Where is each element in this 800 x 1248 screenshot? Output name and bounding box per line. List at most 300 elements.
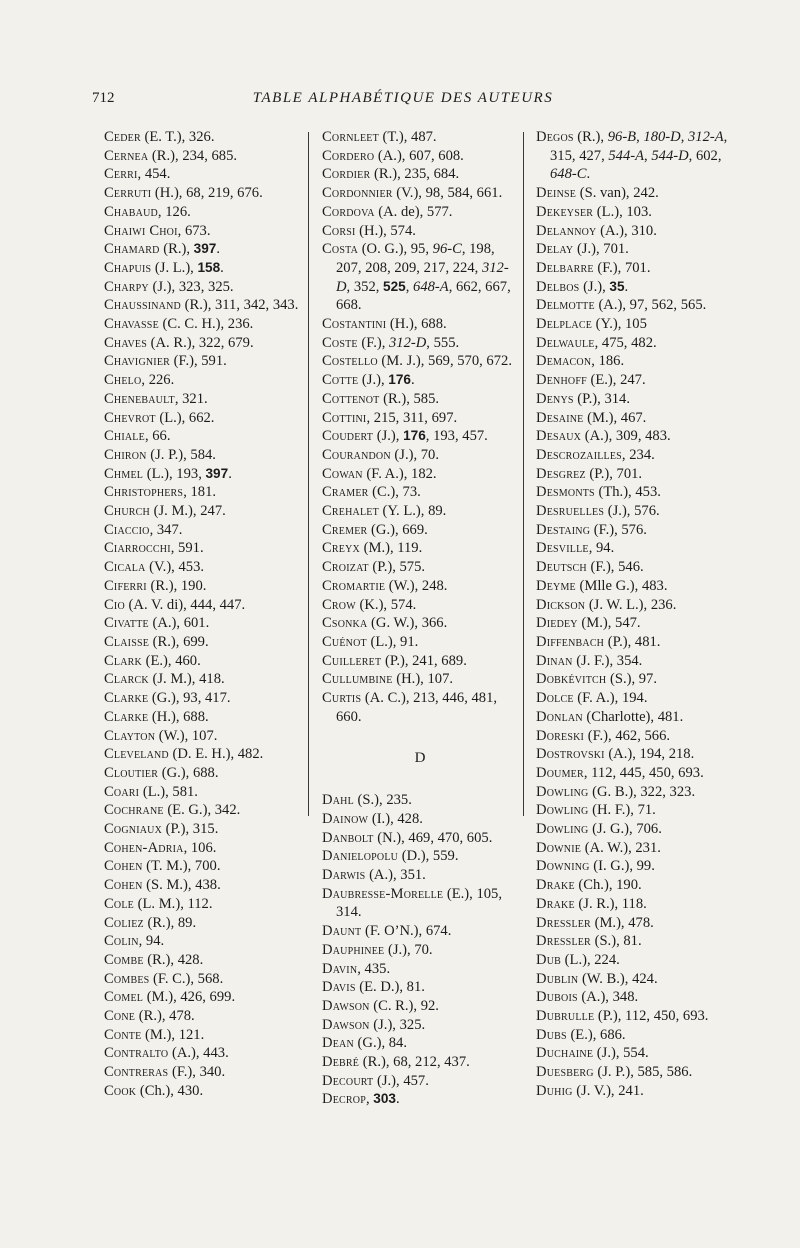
author-name: Clayton [104,727,156,744]
author-name: Cole [104,895,134,912]
entry-references: (Charlotte), 481. [582,708,684,725]
entry-references: (L.), 193, [143,465,206,482]
entry-references: (L.), 224. [561,951,620,968]
entry-references: (W. B.), 424. [578,970,658,987]
index-entry [536,427,741,446]
index-entry [104,633,300,652]
author-name: Crehalet [322,503,379,520]
entry-references: , 193, 457. [425,428,488,445]
author-name: Cremer [322,521,368,538]
bold-page-ref: 176 [403,428,426,444]
index-entry [104,708,300,727]
author-name: Cook [104,1082,137,1099]
author-name: Crow [322,596,356,613]
entry-references: (J. W. L.), 236. [585,596,677,613]
author-name: Csonka [322,615,368,632]
index-entry [104,652,300,671]
entry-references: (A.), 310. [596,222,657,239]
index-entry [322,614,518,633]
author-name: Chaussinand [104,297,181,314]
index-entry [536,1026,741,1045]
author-name: Dubs [536,1026,567,1043]
author-name: Downie [536,839,582,856]
entry-references: (W.), 248. [385,577,448,594]
entry-references: (J.), 576. [604,503,660,520]
author-name: Cotte [322,372,359,389]
entry-references: (G.), 93, 417. [148,690,231,707]
entry-references: , 112, 445, 450, 693. [583,764,704,781]
entry-references: , 591. [170,540,204,557]
entry-references: , 673. [177,222,211,239]
index-entry [536,764,741,783]
index-entry [104,222,300,241]
entry-references: (P.), 575. [368,559,426,576]
author-name: Doumer [536,764,584,781]
index-entry [322,390,518,409]
entry-references: , [365,1091,374,1108]
entry-references: (J.), [373,428,404,445]
entry-references: , 94. [138,933,165,950]
entry-references: (M.), 478. [590,914,654,931]
entry-references: (J. M.), 418. [148,671,225,688]
author-name: Cordero [322,147,375,164]
index-entry [322,670,518,689]
index-entry [536,895,741,914]
author-name: Dainow [322,810,369,827]
entry-references: (R.), 428. [143,951,204,968]
index-entry [104,764,300,783]
index-entry [536,839,741,858]
italic-page-ref: 312-A [687,129,724,145]
author-name: Davin [322,960,358,977]
entry-references: (S.), 81. [590,933,642,950]
author-name: Dub [536,951,562,968]
entry-references: , 106. [183,839,217,856]
index-entry [322,960,518,979]
index-entry [536,259,741,278]
index-column-3 [536,128,741,1101]
entry-references: , 321. [174,390,208,407]
index-entry [104,614,300,633]
entry-references: , 226. [141,372,175,389]
author-name: Demacon [536,353,592,370]
index-column-1 [104,128,300,1101]
index-entry [536,222,741,241]
entry-references: (F.), 701. [593,259,651,276]
index-entry [322,315,518,334]
author-name: Costello [322,353,378,370]
author-name: Desville [536,540,589,557]
column-divider [523,132,524,816]
italic-page-ref: 544-A [608,147,645,164]
bold-page-ref: 303 [373,1091,396,1107]
author-name: Desaux [536,428,582,445]
entry-references: (F.), 546. [586,559,644,576]
author-name: Desaine [536,409,584,426]
index-entry [322,483,518,502]
index-entry [536,1044,741,1063]
entry-references: (R.), 699. [149,633,209,650]
entry-references: (F. O’N.), 674. [361,923,452,940]
italic-page-ref: 312-D [336,259,509,295]
index-entry [322,1053,518,1072]
entry-references: (J. L.), [151,259,198,276]
index-entry [536,128,741,184]
author-name: Dubois [536,989,578,1006]
entry-references: (V.), 98, 584, 661. [392,185,503,202]
author-name: Cio [104,596,125,613]
entry-references: (J.), 701. [573,241,629,258]
author-name: Drake [536,895,575,912]
author-name: Cuénot [322,633,367,650]
index-entry [104,951,300,970]
entry-references: (I. G.), 99. [589,858,655,875]
entry-references: (J.), 70. [384,941,433,958]
entry-references: (H.), 688. [386,316,447,333]
entry-references: (V.), 453. [145,559,205,576]
entry-references: (M. J.), 569, 570, 672. [377,353,512,370]
italic-page-ref: 180-D [643,129,681,145]
index-entry [536,932,741,951]
index-entry [536,1007,741,1026]
entry-references: . [220,259,224,276]
index-entry [536,876,741,895]
index-entry [104,427,300,446]
index-entry [536,409,741,428]
index-entry [104,502,300,521]
author-name: Danbolt [322,829,374,846]
index-entry [104,988,300,1007]
running-title: TABLE ALPHABÉTIQUE DES AUTEURS [252,90,554,106]
entry-references: , 435. [357,960,391,977]
author-name: Debré [322,1054,360,1071]
index-entry [104,278,300,297]
index-entry [104,240,300,259]
author-name: Dowling [536,783,589,800]
index-entry [322,184,518,203]
entry-references: (O. G.), 95, [358,241,433,258]
author-name: Desmonts [536,484,595,501]
index-entry [104,820,300,839]
entry-references: (P.), 314. [573,390,631,407]
entry-references: (E.), 247. [586,372,646,389]
index-entry [322,1090,518,1109]
index-entry [104,801,300,820]
index-entry [322,997,518,1016]
author-name: Cicala [104,559,146,576]
index-entry [104,1082,300,1101]
index-entry [322,240,518,315]
author-name: Contreras [104,1064,169,1081]
index-entry [322,147,518,166]
entry-references: (A.), 309, 483. [581,428,671,445]
author-name: Cottini [322,409,367,426]
author-name: Comel [104,989,144,1006]
entry-references: (J.), 457. [373,1072,429,1089]
entry-references: (P.), 701. [585,465,643,482]
entry-references: (Mlle G.), 483. [575,577,668,594]
index-entry [322,633,518,652]
author-name: Claisse [104,633,150,650]
author-name: Cuilleret [322,652,382,669]
entry-references: (G.), 669. [367,521,428,538]
author-name: Danielopolu [322,848,399,865]
index-entry [322,941,518,960]
author-name: Dowling [536,821,589,838]
author-name: Dean [322,1035,354,1052]
column-divider [308,132,309,816]
entry-references: (Y.), 105 [592,316,647,333]
index-entry [104,334,300,353]
entry-references: (C. R.), 92. [369,997,439,1014]
index-entry [104,558,300,577]
index-entry [322,1034,518,1053]
entry-references: (R.), 478. [135,1008,195,1025]
author-name: Croizat [322,559,369,576]
index-entry [322,978,518,997]
author-name: Delannoy [536,222,597,239]
entry-references: (H.), 688. [148,708,209,725]
entry-references: (D. E. H.), 482. [168,746,264,763]
index-entry [104,203,300,222]
author-name: Deutsch [536,559,587,576]
author-name: Cordier [322,166,371,183]
entry-references: . [228,465,232,482]
index-entry [536,783,741,802]
author-name: Coari [104,783,140,800]
bold-page-ref: 525 [383,278,406,294]
entry-references: (A. R.), 322, 679. [146,334,254,351]
entry-references: (J. F.), 354. [572,652,643,669]
author-name: Cone [104,1008,136,1025]
index-entry [536,352,741,371]
entry-references: (A.), 601. [148,615,210,632]
entry-references: (R.), 68, 212, 437. [359,1054,470,1071]
entry-references: (A.), 443. [168,1045,229,1062]
bold-page-ref: 158 [197,259,221,275]
author-name: Coste [322,334,358,351]
index-entry [536,652,741,671]
index-entry [536,708,741,727]
author-name: Ciaccio [104,521,150,538]
index-entry [104,1063,300,1082]
index-entry [322,539,518,558]
entry-references: (A.), 351. [365,867,426,884]
entry-references: (S.), 235. [353,792,412,809]
index-entry [536,240,741,259]
entry-references: (J. P.), 584. [146,446,216,463]
entry-references: (M.), 119. [359,540,423,557]
author-name: Clarck [104,671,149,688]
entry-references: (Ch.), 430. [136,1082,204,1099]
author-name: Denhoff [536,372,587,389]
author-name: Chapuis [104,259,152,276]
entry-references: (F.), 576. [590,521,647,538]
author-name: Drake [536,877,575,894]
entry-references: (Y. L.), 89. [378,503,447,520]
entry-references: . [410,372,415,389]
author-name: Cogniaux [104,821,162,838]
entry-references: (R.), 190. [146,577,207,594]
author-name: Cordonnier [322,185,393,202]
author-name: Cohen [104,877,143,894]
author-name: Duhig [536,1082,573,1099]
entry-references: , 94. [588,540,615,557]
index-entry [536,1063,741,1082]
index-entry [322,409,518,428]
author-name: Coudert [322,428,374,445]
entry-references: (N.), 469, 470, 605. [373,829,493,846]
index-entry [536,521,741,540]
author-name: Contralto [104,1045,169,1062]
author-name: Delbos [536,278,580,295]
entry-references: (W.), 107. [155,727,218,744]
author-name: Corsi [322,222,356,239]
entry-references: (Ch.), 190. [574,877,642,894]
entry-references: (F.), [357,334,389,351]
author-name: Cerruti [104,185,152,202]
author-name: Cohen [104,858,143,875]
italic-page-ref: 96-C [432,241,462,258]
index-entry [536,203,741,222]
entry-references: , 215, 311, 697. [366,409,458,426]
index-entry [536,371,741,390]
author-name: Donlan [536,708,583,725]
entry-references: (P.), 481. [604,633,661,650]
entry-references: (A. V. di), 444, 447. [124,596,246,613]
index-entry [536,951,741,970]
author-name: Creyx [322,540,360,557]
entry-references: . [216,241,220,258]
index-entry [536,539,741,558]
entry-references: (G. W.), 366. [367,615,448,632]
author-name: Ceder [104,129,141,145]
entry-references: (R.), 89. [143,914,197,931]
index-entry [322,689,518,726]
index-entry [536,801,741,820]
index-entry [104,727,300,746]
italic-page-ref: 96-B [607,129,637,145]
entry-references: (A.), 97, 562, 565. [594,297,707,314]
author-name: Chamard [104,241,160,258]
author-name: Denys [536,390,574,407]
entry-references: (H.), 574. [355,222,416,239]
author-name: Dahl [322,792,354,809]
author-name: Deinse [536,185,577,202]
author-name: Clarke [104,690,149,707]
entry-references: (J.), 325. [369,1016,426,1033]
entry-references: (S.), 97. [606,671,658,688]
index-entry [322,427,518,446]
index-entry [104,1007,300,1026]
entry-references: (M.), 467. [583,409,647,426]
index-entry [322,128,518,147]
index-entry [322,371,518,390]
entry-references: , 662, 667, 668. [336,278,511,314]
index-entry [536,914,741,933]
author-name: Desgrez [536,465,586,482]
author-name: Cottenot [322,390,380,407]
entry-references: (T. M.), 700. [142,858,221,875]
author-name: Delbarre [536,259,594,276]
index-entry [104,914,300,933]
index-entry [104,783,300,802]
author-name: Darwis [322,867,366,884]
italic-page-ref: 312-D [389,334,427,351]
entry-references: , 602, [688,147,722,164]
entry-references: (H. F.), 71. [588,802,656,819]
index-columns [104,128,744,1128]
entry-references: . [395,1091,400,1108]
entry-references: (J. R.), 118. [574,895,647,912]
entry-references: (E.), 460. [141,652,201,669]
bold-page-ref: 35 [609,278,625,294]
index-entry [536,483,741,502]
author-name: Diedey [536,615,578,632]
author-name: Decrop [322,1091,366,1108]
author-name: Cohen-Adria [104,839,184,856]
index-entry [322,203,518,222]
entry-references: (G.), 84. [353,1035,408,1052]
entry-references: (A.), 607, 608. [374,147,464,164]
entry-references: , 198, 207, 208, 209, 217, 224, [336,241,495,276]
entry-references: (J. V.), 241. [572,1082,644,1099]
entry-references: (E. D.), 81. [355,979,425,996]
index-entry [104,483,300,502]
page-header [92,90,714,116]
author-name: Curtis [322,690,362,707]
index-entry [322,847,518,866]
entry-references: (I.), 428. [368,810,423,827]
index-entry [536,446,741,465]
author-name: Delwaule [536,334,595,351]
index-entry [322,810,518,829]
author-name: Christophers [104,484,184,501]
author-name: Delmotte [536,297,595,314]
index-entry [104,184,300,203]
author-name: Dressler [536,933,591,950]
entry-references: (J. M.), 247. [149,503,226,520]
author-name: Dickson [536,596,586,613]
index-entry [322,652,518,671]
entry-references: (H.), 107. [392,671,454,688]
entry-references: , 315, 427, [550,129,728,164]
index-entry [322,1072,518,1091]
index-entry [104,465,300,484]
entry-references: , 555. [426,334,460,351]
author-name: Conte [104,1026,142,1043]
entry-references: , 181. [183,484,217,501]
entry-references: (R.), 234, 685. [148,147,238,164]
bold-page-ref: 397 [193,241,217,257]
author-name: Dostrovski [536,746,605,763]
index-entry [536,465,741,484]
author-name: Dawson [322,1016,370,1033]
index-entry [104,390,300,409]
author-name: Duesberg [536,1064,594,1081]
index-entry [322,502,518,521]
index-entry [104,296,300,315]
entry-references: (A.), 348. [577,989,639,1006]
entry-references: (L.), 581. [139,783,198,800]
entry-references: (A. W.), 231. [581,839,661,856]
author-name: Cerri [104,166,138,183]
entry-references: (F.), 462, 566. [584,727,671,744]
author-name: Daubresse-Morelle [322,885,444,902]
author-name: Dowling [536,802,589,819]
author-name: Diffenbach [536,633,605,650]
index-entry [322,829,518,848]
